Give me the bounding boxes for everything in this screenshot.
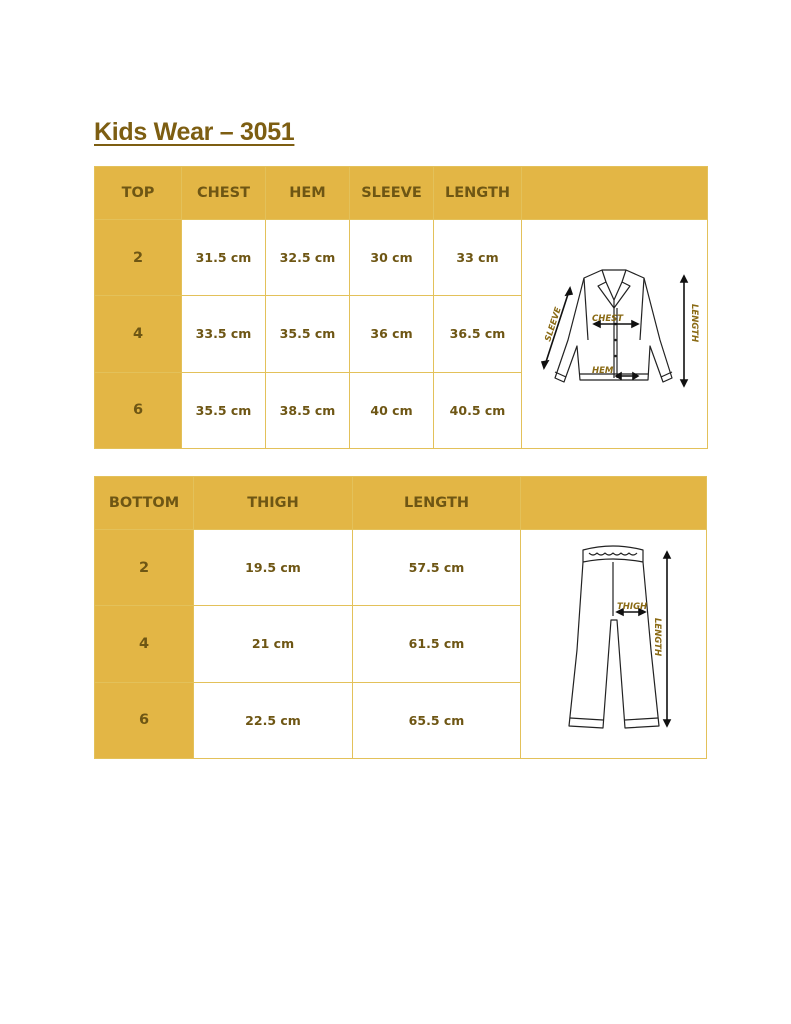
header-hem: HEM [266, 167, 350, 220]
size-cell: 2 [95, 220, 182, 296]
header-length: LENGTH [353, 477, 521, 530]
length-label: LENGTH [689, 304, 699, 343]
thigh-value: 21 cm [194, 606, 353, 682]
pants-diagram-cell [521, 530, 707, 759]
pants-diagram [521, 530, 707, 754]
hem-value: 38.5 cm [266, 372, 350, 448]
hem-value: 32.5 cm [266, 220, 350, 296]
chest-value: 35.5 cm [182, 372, 266, 448]
length-value: 61.5 cm [353, 606, 521, 682]
page-title: Kids Wear – 3051 [94, 118, 295, 146]
thigh-label: THIGH [617, 602, 648, 612]
header-sleeve: SLEEVE [350, 167, 434, 220]
shirt-diagram [522, 220, 708, 444]
thigh-value: 22.5 cm [194, 682, 353, 758]
length-value: 40.5 cm [434, 372, 522, 448]
size-cell: 6 [95, 682, 194, 758]
chest-value: 33.5 cm [182, 296, 266, 372]
thigh-value: 19.5 cm [194, 530, 353, 606]
bottom-size-table [94, 476, 707, 759]
size-cell: 4 [95, 606, 194, 682]
header-thigh: THIGH [194, 477, 353, 530]
table-row [95, 530, 707, 606]
header-empty [522, 167, 708, 220]
chest-label: CHEST [592, 314, 624, 324]
header-chest: CHEST [182, 167, 266, 220]
header-length: LENGTH [434, 167, 522, 220]
table-header-row [95, 477, 707, 530]
header-bottom: BOTTOM [95, 477, 194, 530]
hem-value: 35.5 cm [266, 296, 350, 372]
length-value: 33 cm [434, 220, 522, 296]
header-top: TOP [95, 167, 182, 220]
sleeve-label: SLEEVE [543, 306, 564, 343]
length-label: LENGTH [652, 618, 662, 657]
size-cell: 4 [95, 296, 182, 372]
chest-value: 31.5 cm [182, 220, 266, 296]
sleeve-value: 30 cm [350, 220, 434, 296]
top-size-table [94, 166, 708, 449]
size-cell: 2 [95, 530, 194, 606]
shirt-diagram-cell [522, 220, 708, 449]
header-empty [521, 477, 707, 530]
size-cell: 6 [95, 372, 182, 448]
hem-label: HEM [592, 366, 614, 376]
length-value: 65.5 cm [353, 682, 521, 758]
length-value: 57.5 cm [353, 530, 521, 606]
length-value: 36.5 cm [434, 296, 522, 372]
sleeve-value: 36 cm [350, 296, 434, 372]
sleeve-value: 40 cm [350, 372, 434, 448]
table-row [95, 220, 708, 296]
table-header-row [95, 167, 708, 220]
